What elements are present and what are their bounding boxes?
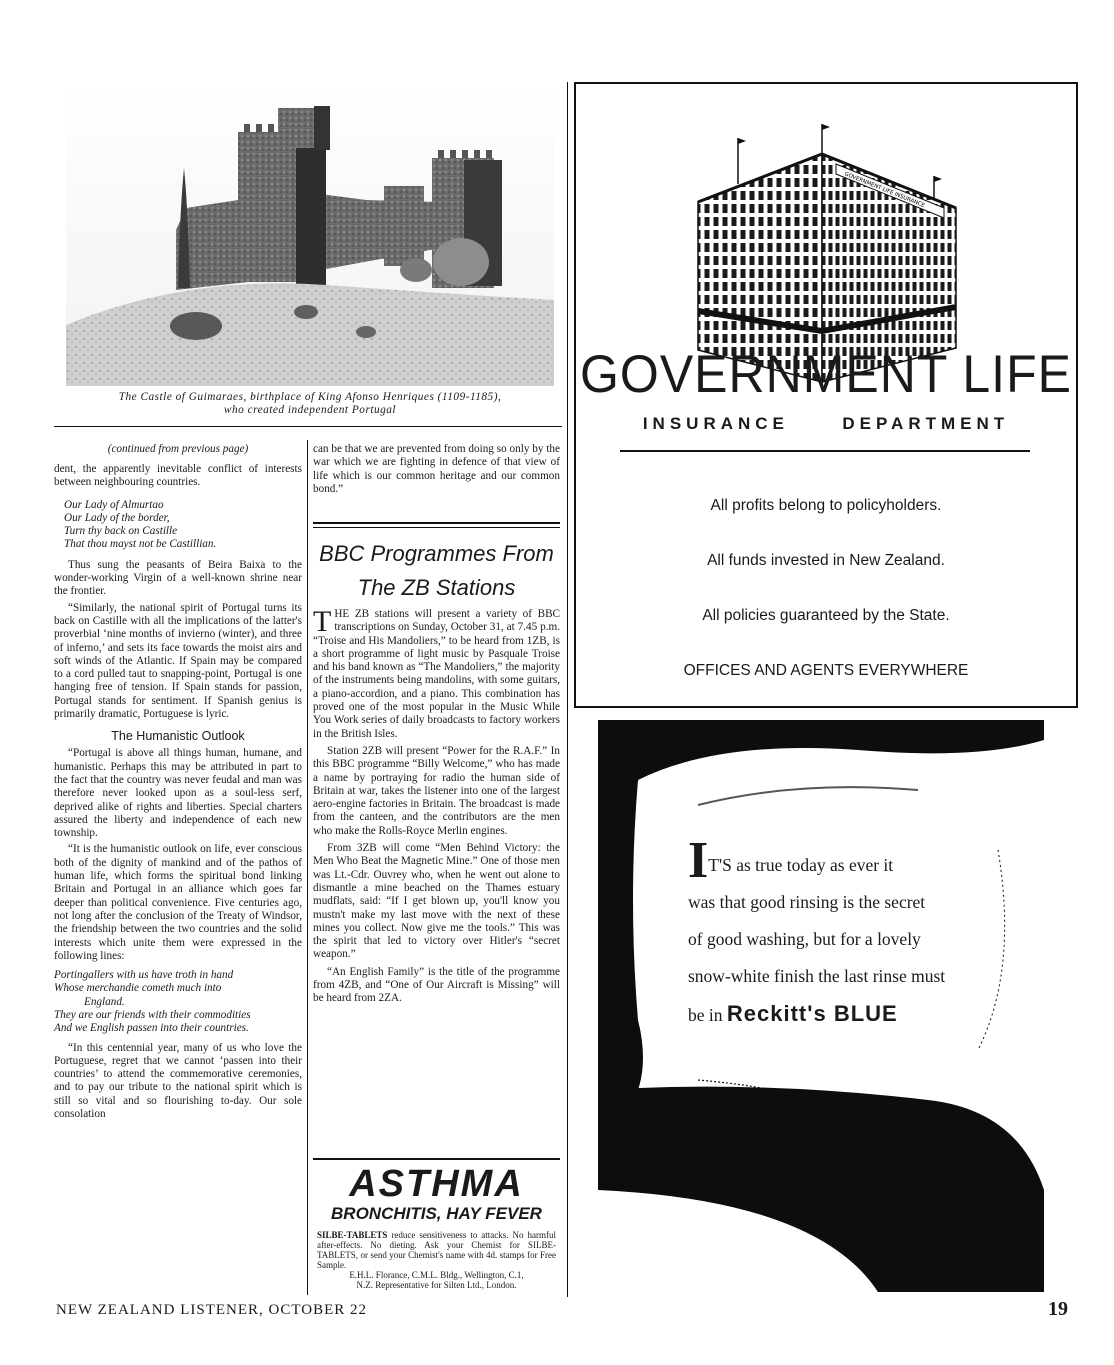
government-life-footer: OFFICES AND AGENTS EVERYWHERE (683, 662, 969, 679)
verse-line: That thou mayst not be Castillian. (64, 538, 217, 551)
verse-portingallers (54, 969, 302, 1035)
continued-note: (continued from previous page) (107, 443, 249, 455)
bbc-paragraph: Station 2ZB will present “Power for the R.A.F.” In this BBC programme “Billy Welcome,” who has made a name by portraying for radio the human side of Britain at war, takes the listener into one of the largest aero-engine factories in Britain. The broadcast is made from the canteen, and the contributors are the men who make the Rolls-Royce Merlin engines. (313, 744, 560, 837)
verse-line: Portingallers with us have troth in hand (54, 969, 234, 982)
reckitts-line-4: snow-white finish the last rinse must (688, 966, 946, 986)
bbc-article (313, 605, 560, 1006)
castle-photo (66, 80, 554, 386)
bbc-heading-line-2: The ZB Stations (357, 575, 516, 600)
asthma-ad-top-rule (313, 1158, 560, 1160)
government-life-title: GOVERNMENT LIFE (580, 344, 1072, 404)
asthma-body-text: reduce sensitiveness to attacks. No harmful after-effects. No dieting. Ask your Chemist for SILBE-TABLETS, or send your Chemist's name with 4d. stamps for Free Sample. (317, 1230, 557, 1270)
bbc-paragraph (313, 605, 560, 741)
article-paragraph: “Similarly, the national spirit of Portugal turns its back on Castille with all the implications of the latter's proverbial ‘nine months of invierno (winter), and three of inferno,’ and sets its face towards the moist airs and soft winds of the Atlantic. If Spain may be compared to a cord pulled taut to snapping-point, Portugal is one hanging free of tension. If Spain stands for passion, Portugal stands for sentiment. If Spanish genius is primarily dramatic, Portuguese is lyric. (54, 601, 302, 721)
reckitts-line-5 (688, 995, 988, 1034)
bbc-paragraph-text: HE ZB stations will present a variety of BBC transcriptions on Sunday, October 31, at 7.45 p.m. “Troise and His Mandoliers,” to be heard from 1ZB, is a short programme of light music by Pasquale Troise and his band known as “The Mandoliers,” the majority of the instruments being mandolins, with some guitars, a piano-accordion, and a piano. This combination has proved one of the most popular in the Music While You Work series of daily broadcasts to factory workers in the British Isles. (313, 608, 560, 740)
caption-line-1: The Castle of Guimaraes, birthplace of King Afonso Henriques (1109-1185), (118, 391, 502, 403)
bbc-paragraph: “An English Family” is the title of the programme from 4ZB, and “One of Our Aircraft is Missing” will be heard from 2ZA. (313, 965, 560, 1005)
reckitts-line-5-pre: be in (688, 1005, 723, 1025)
photo-divider (54, 426, 562, 427)
asthma-body (313, 1230, 560, 1270)
reckitts-line-3: of good washing, but for a lovely (688, 929, 921, 949)
point-funds: All funds invested in New Zealand. (707, 552, 945, 569)
verse-line: Our Lady of Almurtao (64, 498, 164, 511)
asthma-address (313, 1270, 560, 1290)
reckitts-brand: Reckitt's BLUE (726, 1001, 898, 1026)
bbc-dropcap: T (313, 605, 332, 638)
article-paragraph: “It is the humanistic outlook on life, ever conscious both of the dignity of mankind and of the pathos of human life, which forms the spiritual bond linking Britain and Portugal in an alliance which goes far deeper than political convenience. Five centuries ago, not long after the conclusion of the Treaty of Windsor, the friendship between the two countries and the solid interests which unite them were expressed in the following lines: (54, 843, 302, 962)
bbc-heading (313, 537, 560, 605)
column-divider-right (567, 82, 568, 1297)
asthma-address-line-1: E.H.L. Florance, C.M.L. Bldg., Wellington, C.1, (349, 1270, 524, 1280)
subtitle-insurance: INSURANCE (642, 414, 789, 433)
article-paragraph: can be that we are prevented from doing so only by the war which we are fighting in defence of that view of life which is our common heritage and our common bond.” (313, 443, 560, 495)
reckitts-line-1-text: T'S as true today as ever it (708, 855, 894, 875)
asthma-address-line-2: N.Z. Representative for Silten Ltd., London. (356, 1280, 517, 1290)
bbc-top-rule (313, 522, 560, 524)
government-life-divider (620, 450, 1030, 452)
reckitts-dropcap: I (688, 832, 709, 889)
reckitts-ad (598, 720, 1044, 1292)
verse-almurtao (54, 499, 302, 552)
verse-line: They are our friends with their commodities (54, 1008, 251, 1021)
verse-line: England. (84, 995, 125, 1008)
article-paragraph: “In this centennial year, many of us who love the Portuguese, regret that we cannot ‘passen into their countries’ to attend the commemorative ceremonies, and to pay our tribute to the national spirit which is still so vital and so flourishing to-day. Our sole consolation (54, 1041, 302, 1121)
point-profits: All profits belong to policyholders. (710, 497, 942, 514)
government-life-points (576, 478, 1076, 643)
government-life-ad (574, 82, 1078, 708)
reckitts-line-1 (688, 832, 988, 889)
verse-line: Turn thy back on Castille (64, 525, 178, 538)
photo-caption (60, 391, 560, 417)
subheading-humanistic-outlook: The Humanistic Outlook (111, 729, 245, 744)
verse-line: And we English passen into their countries. (54, 1022, 249, 1035)
bbc-paragraph: From 3ZB will come “Men Behind Victory: the Men Who Beat the Magnetic Mine.” One of those men was Lt.-Cdr. Ouvrey who, when he went out alone to dismantle a mine beached on the Thames estuary mudflats, said: “If I get blown up, you'll know you mustn't make my last move with the next of these mines you collect. Now give me the tools.” This was the spirit that led to victory over Hitler's “secret weapon.” (313, 842, 560, 961)
bbc-heading-line-1: BBC Programmes From (319, 541, 554, 566)
verse-line: Our Lady of the border, (64, 511, 170, 524)
footer-publication: NEW ZEALAND LISTENER, OCTOBER 22 (56, 1302, 368, 1318)
article-paragraph: dent, the apparently inevitable conflict of interests between neighbouring countries. (54, 463, 302, 489)
point-guarantee: All policies guaranteed by the State. (702, 607, 950, 624)
asthma-ad (313, 1164, 560, 1290)
government-life-subtitle (576, 414, 1076, 434)
asthma-headline: ASTHMA (349, 1163, 524, 1205)
column-divider-left (307, 440, 308, 1295)
caption-line-2: who created independent Portugal (223, 404, 397, 416)
building-sign-text: GOVERNMENT LIFE INSURANCE (843, 171, 926, 210)
asthma-body-brand: SILBE-TABLETS (317, 1230, 388, 1240)
article-column-middle (313, 443, 560, 496)
subtitle-department: DEPARTMENT (842, 414, 1010, 433)
asthma-subheadline: BRONCHITIS, HAY FEVER (331, 1204, 542, 1223)
reckitts-line-2: was that good rinsing is the secret (688, 892, 926, 912)
castle-illustration (66, 80, 554, 386)
verse-line: Whose merchandie cometh much into (54, 982, 222, 995)
article-column-left (54, 443, 302, 1121)
footer-page-number: 19 (1048, 1298, 1068, 1320)
article-paragraph: Thus sung the peasants of Beira Baixa to the wonder-working Virgin of a well-known shrine near the frontier. (54, 558, 302, 598)
reckitts-copy (688, 832, 988, 1034)
bbc-top-rule-thin (313, 527, 560, 528)
article-paragraph: “Portugal is above all things human, humane, and humanistic. Perhaps this may be attributed in part to the fact that the country was never feudal and man was therefore never looked upon as a soul-less serf, deprived alike of rights and liberties. Special charters assured the liberty and independence of each new township. (54, 747, 302, 840)
